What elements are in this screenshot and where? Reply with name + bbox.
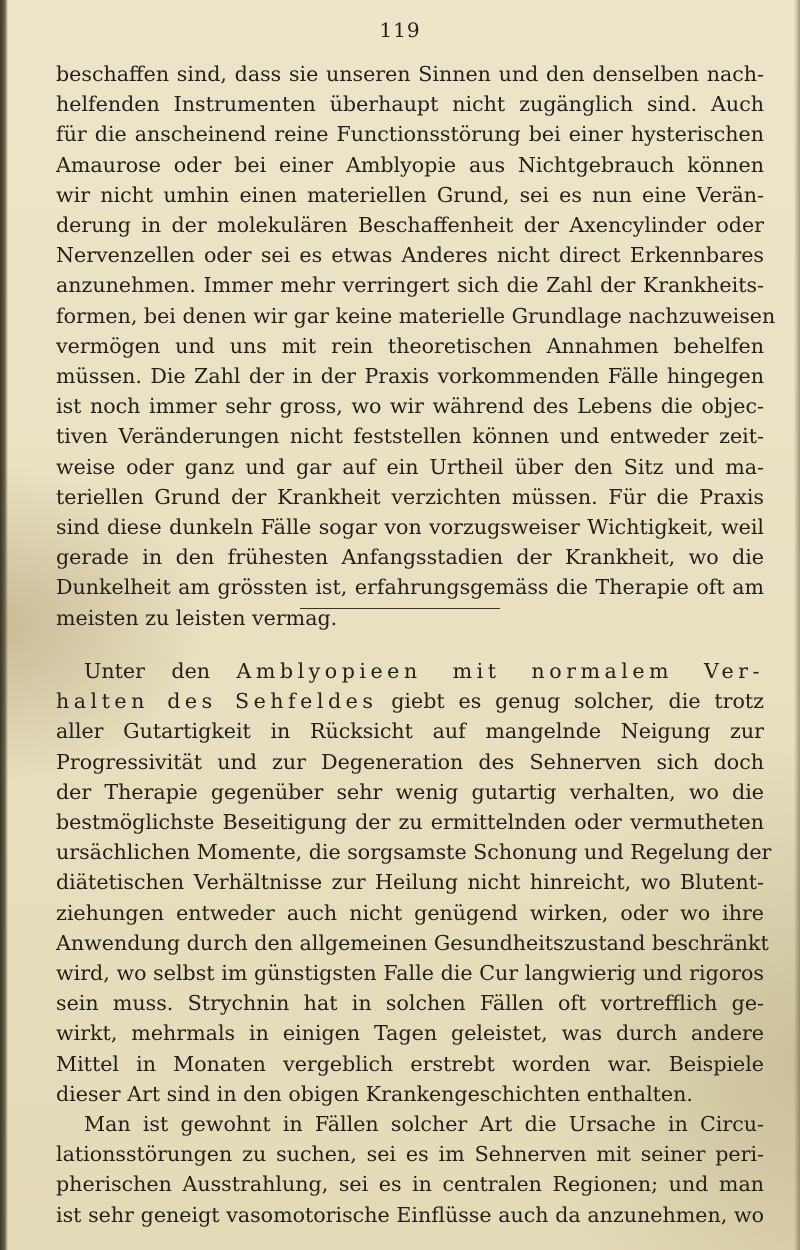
text-line: sind diese dunkeln Fälle sogar von vorzugsweiser Wichtigkeit, weil	[56, 515, 764, 540]
text-line: anzunehmen. Immer mehr verringert sich die Zahl der Krankheits-	[56, 273, 764, 298]
text-line: Amaurose oder bei einer Amblyopie aus Nichtgebrauch können	[56, 152, 764, 177]
text-line: für die anscheinend reine Functionsstörung bei einer hysterischen	[56, 122, 764, 147]
page-number: 119	[379, 18, 421, 42]
text-line: bestmöglichste Beseitigung der zu ermittelnden oder vermutheten	[56, 810, 764, 835]
text-line: ziehungen entweder auch nicht genügend wirken, oder wo ihre	[56, 900, 764, 925]
section-divider	[300, 608, 500, 609]
text-line: wir nicht umhin einen materiellen Grund, sei es nun eine Verän-	[56, 182, 764, 207]
text-line	[56, 686, 764, 716]
text-line: sein muss. Strychnin hat in solchen Fällen oft vortrefflich ge-	[56, 991, 764, 1016]
text-line: der Therapie gegenüber sehr wenig gutartig verhalten, wo die	[56, 779, 764, 804]
paragraph-3	[56, 1109, 764, 1230]
paragraph-1	[56, 59, 776, 633]
text-line: teriellen Grund der Krankheit verzichten müssen. Für die Praxis	[56, 484, 764, 509]
text-line: ist sehr geneigt vasomotorische Einflüsse auch da anzunehmen, wo	[56, 1202, 764, 1227]
emphasized-heading-text: Amblyopieen mit normalem Ver-	[236, 659, 764, 683]
text-line: vermögen und uns mit rein theoretischen Annahmen behelfen	[56, 333, 764, 358]
text-line: helfenden Instrumenten überhaupt nicht zugänglich sind. Auch	[56, 92, 764, 117]
text-line: lationsstörungen zu suchen, sei es im Sehnerven mit seiner peri-	[56, 1142, 764, 1167]
text-line-lead: Unter den	[84, 659, 237, 683]
text-line: derung in der molekulären Beschaffenheit der Axencylinder oder	[56, 213, 764, 238]
page-edge-shadow	[794, 0, 800, 1250]
paragraph-2	[56, 656, 772, 1230]
text-line: Man ist gewohnt in Fällen solcher Art die Ursache in Circu-	[84, 1112, 764, 1137]
text-line: tiven Veränderungen nicht feststellen können und entweder zeit-	[56, 424, 764, 449]
emphasized-heading-text: halten des Sehfeldes	[56, 689, 378, 714]
text-line: ist noch immer sehr gross, wo wir während des Lebens die objec-	[56, 394, 764, 419]
text-line: aller Gutartigkeit in Rücksicht auf mangelnde Neigung zur	[56, 719, 764, 744]
text-line: ursächlichen Momente, die sorgsamste Schonung und Regelung der	[56, 840, 772, 865]
text-line: weise oder ganz und gar auf ein Urtheil über den Sitz und ma-	[56, 454, 764, 479]
text-line: dieser Art sind in den obigen Krankengeschichten enthalten.	[56, 1081, 693, 1106]
text-line: wird, wo selbst im günstigsten Falle die Cur langwierig und rigoros	[56, 961, 764, 986]
text-line: beschaffen sind, dass sie unseren Sinnen und den denselben nach-	[56, 62, 764, 86]
text-line-tail: giebt es genug solcher, die trotz	[377, 689, 764, 714]
text-line: pherischen Ausstrahlung, sei es in centralen Regionen; und man	[56, 1172, 764, 1197]
text-line: gerade in den frühesten Anfangsstadien der Krankheit, wo die	[56, 545, 764, 570]
paragraph-2-body	[56, 716, 772, 1109]
text-line: meisten zu leisten vermag.	[56, 605, 338, 630]
text-line: müssen. Die Zahl der in der Praxis vorkommenden Fälle hingegen	[56, 364, 764, 389]
text-line: wirkt, mehrmals in einigen Tagen geleistet, was durch andere	[56, 1021, 764, 1046]
text-line	[56, 656, 764, 686]
text-line: Nervenzellen oder sei es etwas Anderes nicht direct Erkennbares	[56, 243, 764, 268]
text-line: diätetischen Verhältnisse zur Heilung nicht hinreicht, wo Blutent-	[56, 870, 764, 895]
text-line: formen, bei denen wir gar keine materielle Grundlage nachzuweisen	[56, 303, 776, 328]
text-line: Progressivität und zur Degeneration des Sehnerven sich doch	[56, 749, 764, 774]
book-spine-shadow	[0, 0, 8, 1250]
text-line: Mittel in Monaten vergeblich erstrebt worden war. Beispiele	[56, 1051, 764, 1076]
text-line: Anwendung durch den allgemeinen Gesundheitszustand beschränkt	[56, 930, 769, 955]
text-line: Dunkelheit am grössten ist, erfahrungsgemäss die Therapie oft am	[56, 575, 764, 600]
